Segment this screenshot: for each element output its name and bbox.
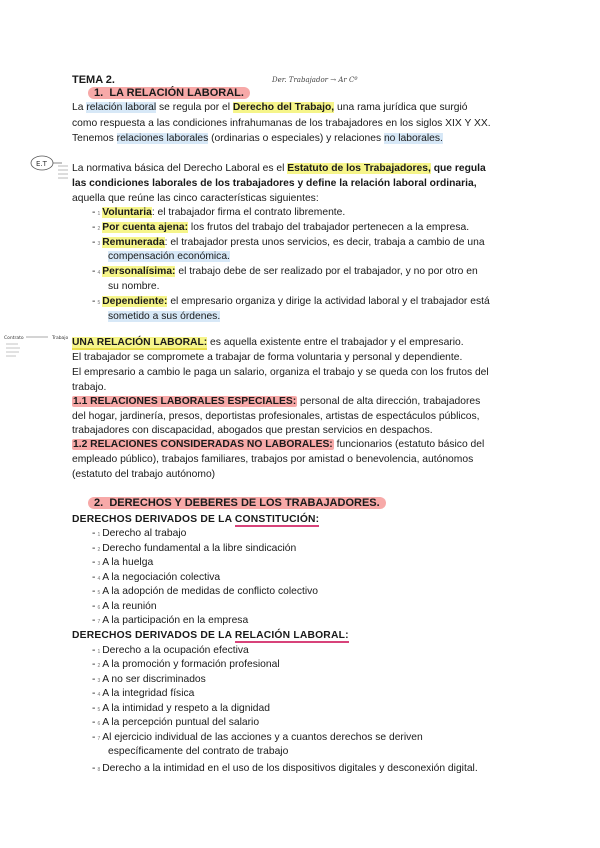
definition-line-3: El empresario a cambio le paga un salario, organiza el trabajo y se queda con los frutos del — [72, 367, 489, 378]
labor-right-item: - 8 Derecho a la intimidad en el uso de los dispositivos digitales y desconexión digital. — [92, 763, 478, 774]
section-1-heading: 1. LA RELACIÓN LABORAL. — [88, 87, 250, 100]
paragraph-1-line-2: como respuesta a las condiciones infrahumanas de los trabajadores en los siglos XIX Y XX. — [72, 118, 491, 129]
labor-relation-rights-heading: DERECHOS DERIVADOS DE LA RELACIÓN LABORAL: — [72, 630, 349, 641]
labor-right-item: - 1 Derecho a la ocupación efectiva — [92, 645, 249, 656]
labor-right-item: - 5 A la intimidad y respeto a la dignidad — [92, 703, 270, 714]
constitution-right-item: - 3 A la huelga — [92, 557, 154, 568]
characteristic-item: - 3 Remunerada: el trabajador presta unos servicios, es decir, trabaja a cambio de una — [92, 237, 485, 248]
handwritten-note: Der. Trabajador → Ar Cº — [272, 76, 358, 84]
non-labor-relations-line-2: empleado público), trabajos familiares, trabajos por amistad o benevolencia, autónomos — [72, 454, 474, 465]
paragraph-2-line-2: las condiciones laborales de los trabajadores y define la relación laboral ordinaria, — [72, 178, 477, 189]
characteristic-continuation: sometido a sus órdenes. — [108, 311, 221, 322]
definition-line-2: El trabajador se compromete a trabajar de forma voluntaria y personal y dependiente. — [72, 352, 463, 363]
constitution-right-item: - 1 Derecho al trabajo — [92, 528, 187, 539]
characteristic-item: - 5 Dependiente: el empresario organiza y dirige la actividad laboral y el trabajador está — [92, 296, 490, 307]
characteristic-item: - 1 Voluntaria: el trabajador firma el contrato libremente. — [92, 207, 346, 218]
margin-et-text: E.T — [36, 160, 47, 168]
labor-right-item: - 4 A la integridad física — [92, 688, 195, 699]
special-relations-line-2: del hogar, jardinería, presos, deportistas profesionales, artistas de espectáculos públicos, — [72, 411, 480, 422]
labor-right-item: - 2 A la promoción y formación profesional — [92, 659, 280, 670]
constitution-right-item: - 2 Derecho fundamental a la libre sindicación — [92, 543, 297, 554]
definition-line-4: trabajo. — [72, 382, 107, 393]
margin-contract-doodle — [4, 333, 70, 363]
labor-right-item: - 6 A la percepción puntual del salario — [92, 717, 260, 728]
characteristic-continuation: compensación económica. — [108, 251, 230, 262]
constitution-right-item: - 4 A la negociación colectiva — [92, 572, 221, 583]
characteristic-item: - 4 Personalísima: el trabajo debe de ser realizado por el trabajador, y no por otro en — [92, 266, 478, 277]
margin-trabajo-text: Trabajo — [52, 336, 69, 341]
special-relations-line-1: 1.1 RELACIONES LABORALES ESPECIALES: personal de alta dirección, trabajadores — [73, 396, 481, 407]
characteristic-continuation: su nombre. — [108, 281, 160, 292]
constitution-right-item: - 7 A la participación en la empresa — [92, 615, 249, 626]
labor-right-item: - 7 Al ejercicio individual de las acciones y a cuantos derechos se deriven — [92, 732, 423, 743]
paragraph-2-line-1: La normativa básica del Derecho Laboral es el Estatuto de los Trabajadores, que regula — [72, 163, 486, 174]
margin-contrato-text: Contrato — [4, 336, 24, 341]
paragraph-1-line-1: La relación laboral se regula por el Derecho del Trabajo, una rama jurídica que surgió — [72, 102, 468, 113]
tema-title: TEMA 2. — [72, 74, 115, 86]
constitution-right-item: - 6 A la reunión — [92, 601, 157, 612]
section-2-heading: 2. DERECHOS Y DEBERES DE LOS TRABAJADORES. — [88, 497, 386, 510]
constitution-right-item: - 5 A la adopción de medidas de conflicto colectivo — [92, 586, 319, 597]
margin-et-doodle — [28, 152, 72, 192]
constitution-rights-heading: DERECHOS DERIVADOS DE LA CONSTITUCIÓN: — [72, 514, 320, 525]
characteristic-item: - 2 Por cuenta ajena: los frutos del trabajo del trabajador pertenecen a la empresa. — [92, 222, 470, 233]
labor-right-continuation: específicamente del contrato de trabajo — [108, 746, 289, 757]
labor-right-item: - 3 A no ser discriminados — [92, 674, 206, 685]
paragraph-2-line-3: aquella que reúne las cinco características siguientes: — [72, 193, 319, 204]
special-relations-line-3: trabajadores con discapacidad, abogados que prestan servicios en despachos. — [72, 425, 433, 436]
definition-line-1: UNA RELACIÓN LABORAL: es aquella existente entre el trabajador y el empresario. — [72, 337, 464, 348]
paragraph-1-line-3: Tenemos relaciones laborales (ordinarias o especiales) y relaciones no laborales. — [72, 133, 443, 144]
non-labor-relations-line-1: 1.2 RELACIONES CONSIDERADAS NO LABORALES: funcionarios (estatuto básico del — [73, 439, 485, 450]
non-labor-relations-line-3: (estatuto del trabajo autónomo) — [72, 469, 216, 480]
